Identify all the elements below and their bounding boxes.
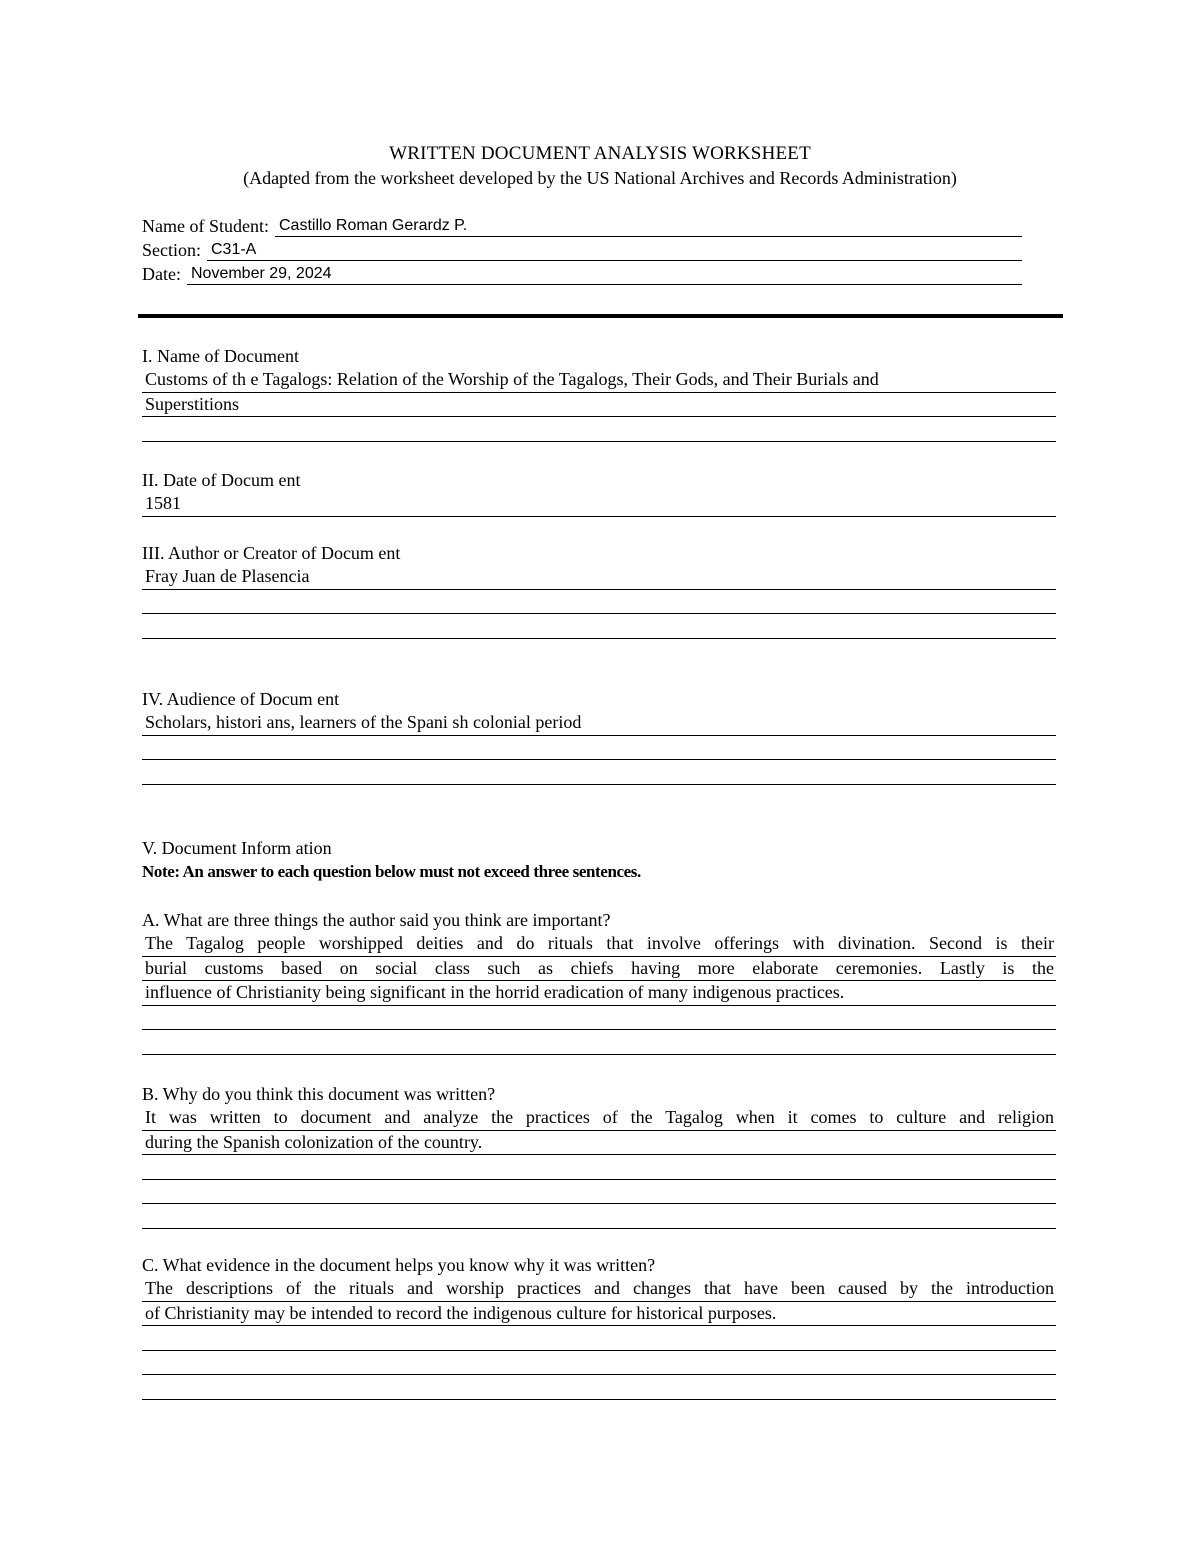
answer-line[interactable]: influence of Christianity being significant in the horrid eradication of many indigenous practices. <box>142 981 1056 1006</box>
date-value: November 29, 2024 <box>190 265 332 282</box>
horizontal-divider <box>138 314 1063 318</box>
question-b <box>142 1082 1056 1229</box>
answer-line[interactable]: during the Spanish colonization of the country. <box>142 1131 1056 1156</box>
answer-line[interactable] <box>142 736 1056 761</box>
answer-line[interactable] <box>142 1375 1056 1400</box>
answer-line[interactable]: Fray Juan de Plasencia <box>142 565 1056 590</box>
answer-line[interactable] <box>142 1351 1056 1376</box>
question-heading: C. What evidence in the document helps you know why it was written? <box>142 1255 656 1275</box>
answer-line[interactable] <box>142 1155 1056 1180</box>
student-name-label: Name of Student: <box>142 216 269 236</box>
answer-line[interactable]: Customs of th e Tagalogs: Relation of the Worship of the Tagalogs, Their Gods, and Their Burials and <box>142 368 1056 393</box>
question-heading: B. Why do you think this document was written? <box>142 1084 496 1104</box>
answer-line[interactable] <box>142 1006 1056 1031</box>
answer-line[interactable] <box>142 417 1056 442</box>
answer-line[interactable]: The descriptions of the rituals and worship practices and changes that have been caused by the introduction <box>142 1277 1056 1302</box>
section-heading: III. Author or Creator of Docum ent <box>142 543 401 563</box>
section-label: Section: <box>142 240 201 260</box>
answer-line[interactable] <box>142 760 1056 785</box>
section-heading: IV. Audience of Docum ent <box>142 689 340 709</box>
instruction-note: Note: An answer to each question below must not exceed three sentences. <box>142 862 641 881</box>
section-audience <box>142 687 1056 785</box>
answer-line[interactable]: The Tagalog people worshipped deities and do rituals that involve offerings with divination. Second is their <box>142 932 1056 957</box>
date-field[interactable] <box>187 263 1022 285</box>
section-field[interactable] <box>207 239 1022 261</box>
section-name-of-document <box>142 344 1056 442</box>
answer-line[interactable]: of Christianity may be intended to record the indigenous culture for historical purposes. <box>142 1302 1056 1327</box>
answer-line[interactable] <box>142 1180 1056 1205</box>
document-title: WRITTEN DOCUMENT ANALYSIS WORKSHEET <box>389 143 811 164</box>
answer-line[interactable]: 1581 <box>142 492 1056 517</box>
section-document-information <box>142 836 1056 884</box>
student-name-row <box>142 213 1022 237</box>
section-heading: I. Name of Document <box>142 346 299 366</box>
section-heading: V. Document Inform ation <box>142 838 332 858</box>
title-block <box>0 142 1200 190</box>
question-a <box>142 908 1056 1055</box>
answer-line[interactable] <box>142 1326 1056 1351</box>
document-subtitle: (Adapted from the worksheet developed by the US National Archives and Records Administration) <box>243 168 957 188</box>
section-date-of-document <box>142 468 1056 517</box>
section-row <box>142 237 1022 261</box>
answer-line[interactable] <box>142 614 1056 639</box>
date-label: Date: <box>142 264 181 284</box>
section-value: C31-A <box>211 241 257 258</box>
question-heading: A. What are three things the author said you think are important? <box>142 910 611 930</box>
question-c <box>142 1253 1056 1400</box>
answer-line[interactable]: Scholars, histori ans, learners of the Spani sh colonial period <box>142 711 1056 736</box>
answer-line[interactable] <box>142 1204 1056 1229</box>
answer-line[interactable] <box>142 1030 1056 1055</box>
answer-line[interactable]: It was written to document and analyze the practices of the Tagalog when it comes to culture and religion <box>142 1106 1056 1131</box>
answer-line[interactable]: burial customs based on social class such as chiefs having more elaborate ceremonies. Lastly is the <box>142 957 1056 982</box>
student-info <box>142 213 1022 285</box>
student-name-field[interactable] <box>275 215 1022 237</box>
section-heading: II. Date of Docum ent <box>142 470 301 490</box>
date-row <box>142 261 1022 285</box>
answer-line[interactable]: Superstitions <box>142 393 1056 418</box>
answer-line[interactable] <box>142 590 1056 615</box>
student-name-value: Castillo Roman Gerardz P. <box>278 217 468 234</box>
section-author <box>142 541 1056 639</box>
